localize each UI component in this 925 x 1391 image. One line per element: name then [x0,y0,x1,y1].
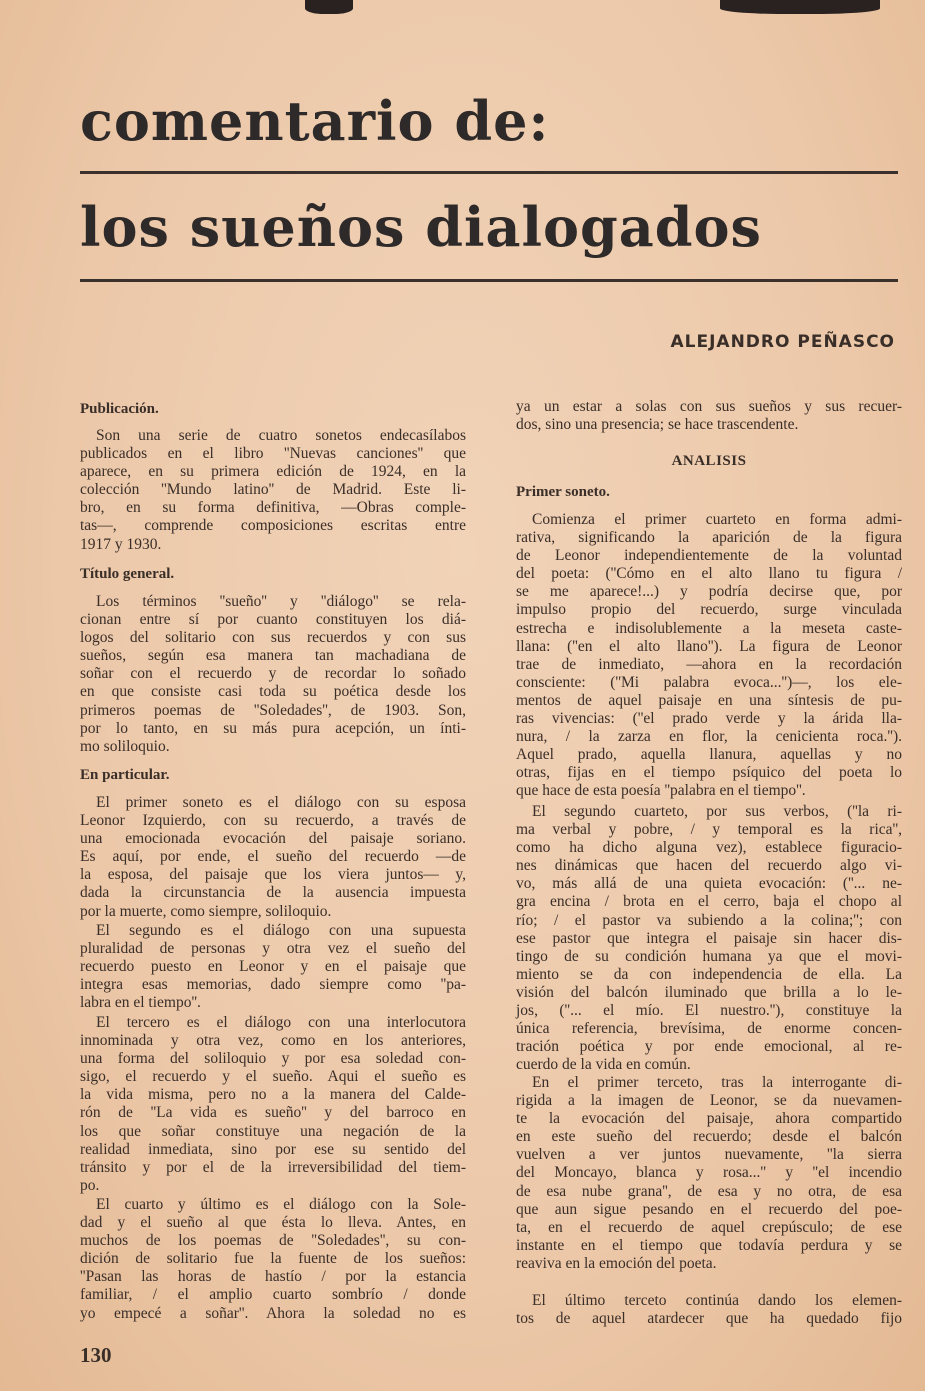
text-line: una forma del soliloquio y por esa soledad con- [80,1050,466,1068]
text-line: logos del solitario con sus recuerdos y con sus [80,629,466,647]
text-line: integra esas memorias, dado siempre como ''pa- [80,976,466,994]
text-line: única referencia, brevísima, de enorme concen- [516,1020,902,1038]
text-line: dad y el sueño al que ésta lo lleva. Antes, en [80,1214,466,1232]
text-line: por lo tanto, en su más pura acepción, un ínti- [80,719,466,737]
text-line: innominada y otra vez, como en los anteriores, [80,1032,466,1050]
text-line: mentos de aquel paisaje en una síntesis de pu- [516,691,902,709]
heading-block [80,766,466,784]
text-line: nes dinámicas que hacen del recuerdo algo vi- [516,857,902,875]
paragraph [516,398,902,434]
text-line: estrecha e indisolublemente a la meseta caste- [516,619,902,637]
text-line: bro, en su forma definitiva, —Obras comple- [80,499,466,517]
text-line: Leonor Izquierdo, con su recuerdo, a través de [80,812,466,830]
text-line: llana: (''en el alto llano''). La figura de Leonor [516,637,902,655]
text-line: Los términos ''sueño'' y ''diálogo'' se rela- [96,593,466,610]
paragraph [80,922,466,1012]
text-line: rativa, significando la aparición de la figura [516,529,902,547]
text-line: la vida misma, pero no a la manera del Calde- [80,1086,466,1104]
text-line: colección ''Mundo latino'' de Madrid. Este li- [80,481,466,499]
text-line: de Leonor independientemente de la voluntad [516,547,902,565]
text-line: recuerdo puesto en Leonor y en el paisaje que [80,958,466,976]
text-line: cionan entre sí por cuanto constituyen los diá- [80,611,466,629]
text-line: dos, sino una presencia; se hace trascendente. [516,416,799,434]
paragraph [80,1014,466,1195]
text-line: El cuarto y último es el diálogo con la Sole- [96,1196,466,1213]
text-line: ma verbal y pobre, / y temporal es la rica'', [516,821,902,839]
subsection-heading: Primer soneto. [516,484,610,500]
text-line: una emocionada evocación del paisaje soriano. [80,830,466,848]
subsection-heading: Título general. [80,566,175,582]
heading-block [80,565,466,583]
section-heading: ANALISIS [671,453,747,469]
text-line: los que soñar constituye una negación de la [80,1122,466,1140]
text-line: trae de inmediato, —ahora en la recordación [516,655,902,673]
title-line-2: los sueños dialogados [80,195,762,259]
text-line: vuelven a ver juntos nuevamente, ''la sierra [516,1146,902,1164]
text-line: impulso propio del recuerdo, surge vinculada [516,601,902,619]
title-rule [80,171,898,174]
text-line: por la muerte, como siempre, soliloquio. [80,902,332,920]
text-line: visión del balcón iluminado que brilla a lo le- [516,983,902,1001]
text-line: tránsito y por el de la irreversibilidad del tiem- [80,1158,466,1176]
subsection-heading: En particular. [80,767,170,783]
text-line: El primer soneto es el diálogo con su esposa [96,794,466,811]
text-line: tos de aquel atardecer que ha quedado fijo [516,1310,902,1328]
paragraph [80,427,466,554]
text-line: en que consiste casi toda su poética desde los [80,683,466,701]
text-line: del poeta: (''Cómo en el alto llano tu figura / [516,565,902,583]
heading-block [80,400,466,418]
text-line: que hace de esta poesía ''palabra en el tiempo''. [516,782,806,800]
text-line: tas—, comprende composiciones escritas entre [80,517,466,535]
text-line: vo, más allá de una quieta evocación: (''... ne- [516,875,902,893]
heading-block [516,483,902,501]
text-line: Son una serie de cuatro sonetos endecasílabos [96,427,466,444]
text-line: tingo de su condición humana ya que el movi- [516,947,902,965]
text-line: de esa nube grana'', de esa y no otra, de esa [516,1182,902,1200]
text-line: Aquel prado, aquella llanura, aquellas y no [516,746,902,764]
text-line: realidad inmediata, sino por ese su sentido del [80,1140,466,1158]
title-rule [80,279,898,282]
ink-blot [305,0,353,14]
text-line: ''Pasan las horas de hastío / por la estancia [80,1268,466,1286]
text-line: del Moncayo, blanca y rosa...'' y ''el incendio [516,1164,902,1182]
text-line: sueños, según esa manera tan machadiana de [80,647,466,665]
text-line: nura, / la zarza en flor, la cenicienta roca.''). [516,728,902,746]
text-line: rigida a la imagen de Leonor, se da nuevamen- [516,1092,902,1110]
text-line: instante en el tiempo que todavía perdura y se [516,1236,902,1254]
text-line: la esposa, del paisaje que los viera juntos— y, [80,866,466,884]
text-line: El último terceto continúa dando los elemen- [532,1292,902,1309]
text-line: dición de solitario fue la fuente de los sueños: [80,1250,466,1268]
text-line: miento se da con independencia de ella. La [516,965,902,983]
text-line: aparece, en su primera edición de 1924, en la [80,463,466,481]
text-line: sigo, el recuerdo y el sueño. Aqui el sueño es [80,1068,466,1086]
text-line: El segundo cuarteto, por sus verbos, (''la ri- [532,803,902,820]
text-line: ya un estar a solas con sus sueños y sus recuer- [516,398,902,415]
text-line: yo empecé a soñar''. Ahora la soledad no es [80,1304,466,1322]
paragraph [80,593,466,756]
paragraph [516,803,902,1074]
paragraph [80,1196,466,1323]
text-line: ta, en el recuerdo de aquel crepúsculo; de ese [516,1218,902,1236]
text-line: Es aquí, por ende, el sueño del recuerdo —de [80,848,466,866]
text-line: soñar con el recuerdo y de recordar lo soñado [80,665,466,683]
text-line: pluralidad de personas y otra vez el sueño del [80,940,466,958]
heading-block [516,452,902,470]
text-line: labra en el tiempo''. [80,994,201,1012]
text-line: se me aparece!...) y podría decirse que, por [516,583,902,601]
text-line: familiar, / el amplio cuarto sombrío / donde [80,1286,466,1304]
text-line: 1917 y 1930. [80,535,162,553]
text-line: que aun sigue pesando en el recuerdo del poe- [516,1200,902,1218]
text-line: El segundo es el diálogo con una supuesta [96,922,466,939]
paragraph [516,511,902,801]
text-line: mo soliloquio. [80,737,170,755]
text-line: consciente: (''Mi palabra evoca...'')—, los ele- [516,673,902,691]
text-line: gra encina / brota en el cerro, baja el chopo al [516,893,902,911]
paragraph [516,1074,902,1273]
text-line: te la evocación del paisaje, ahora compartido [516,1110,902,1128]
text-line: primeros poemas de ''Soledades'', de 1903. Son, [80,701,466,719]
text-line: muchos de los poemas de ''Soledades'', su con- [80,1232,466,1250]
text-line: tración poética y por ende emocional, al re- [516,1038,902,1056]
text-line: Comienza el primer cuarteto en forma admi- [532,511,902,528]
text-line: en este sueño del recuerdo; desde el balcón [516,1128,902,1146]
text-line: otras, fijas en el tiempo psíquico del poeta lo [516,764,902,782]
page-number: 130 [80,1343,112,1367]
text-line: cuerdo de la vida en común. [516,1056,691,1074]
ink-blot [720,0,880,14]
text-line: como ha dicho alguna vez), establece figuracio- [516,839,902,857]
subsection-heading: Publicación. [80,401,159,417]
text-line: dada la circunstancia de la ausencia impuesta [80,884,466,902]
paragraph [516,1292,902,1328]
author-name: ALEJANDRO PEÑASCO [670,332,895,352]
paragraph [80,794,466,921]
text-line: ese pastor que integra el paisaje sin hacer dis- [516,929,902,947]
text-line: reaviva en la emoción del poeta. [516,1254,717,1272]
text-line: po. [80,1176,100,1194]
text-line: rón de ''La vida es sueño'' y del barroco en [80,1104,466,1122]
text-line: jos, (''... el mío. El nuestro.''), constituye la [516,1002,902,1020]
text-line: publicados en el libro ''Nuevas canciones'' que [80,445,466,463]
text-line: En el primer terceto, tras la interrogante di- [532,1074,902,1091]
text-line: ras vivencias: (''el prado verde y la árida lla- [516,710,902,728]
title-line-1: comentario de: [80,89,550,153]
text-line: río; / el pastor va subiendo a la colina;''; con [516,911,902,929]
text-line: El tercero es el diálogo con una interlocutora [96,1014,466,1031]
